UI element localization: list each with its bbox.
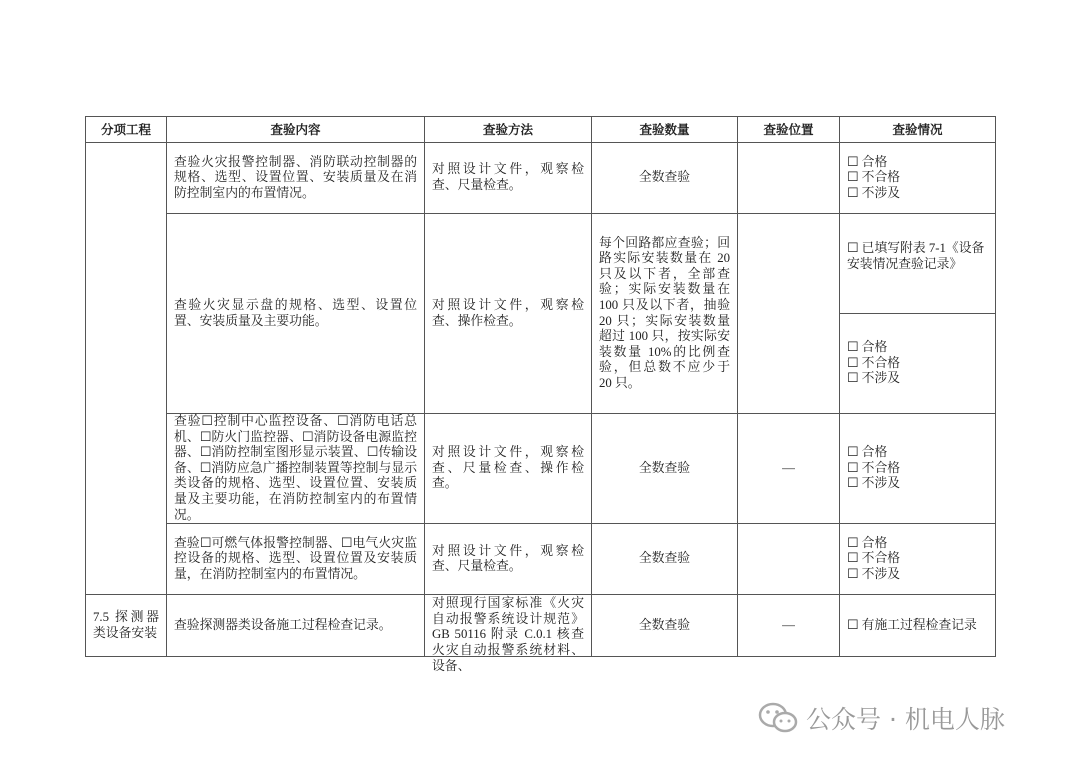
header-row <box>86 117 996 143</box>
result-cell <box>840 595 996 657</box>
position-cell <box>738 214 840 414</box>
checkbox-fail[interactable]: ☐ 不合格 <box>847 551 901 566</box>
result-cell <box>840 143 996 214</box>
header-method: 查验方法 <box>425 117 592 143</box>
quantity-cell: 全数查验 <box>592 595 738 657</box>
position-cell <box>738 524 840 595</box>
header-result: 查验情况 <box>840 117 996 143</box>
checkbox-pass[interactable]: ☐ 合格 <box>847 445 888 460</box>
checkbox-fail[interactable]: ☐ 不合格 <box>847 170 901 185</box>
table-row <box>86 595 996 657</box>
method-cell: 对照设计文件，观察检查、尺量检查。 <box>425 524 592 595</box>
checkbox-pass[interactable]: ☐ 合格 <box>847 154 888 169</box>
header-content: 查验内容 <box>167 117 425 143</box>
method-text: 对照现行国家标准《火灾自动报警系统设计规范》GB 50116 附录 C.0.1 核查火灾自动报警系统材料、设备、 <box>432 596 584 673</box>
watermark-text: 公众号 · 机电人脉 <box>806 705 1005 734</box>
content-cell: 查验探测器类设备施工过程检查记录。 <box>167 595 425 657</box>
table-row <box>86 143 996 214</box>
content-cell: 查验火灾显示盘的规格、选型、设置位置、安装质量及主要功能。 <box>167 214 425 414</box>
result-cell <box>840 314 996 414</box>
header-section: 分项工程 <box>86 117 167 143</box>
checkbox-na[interactable]: ☐ 不涉及 <box>847 185 901 200</box>
content-cell: 查验☐可燃气体报警控制器、☐电气火灾监控设备的规格、选型、设置位置及安装质量，在消防控制室内的布置情况。 <box>167 524 425 595</box>
position-cell <box>738 143 840 214</box>
checkbox-pass[interactable]: ☐ 合格 <box>847 535 888 550</box>
method-cell: 对照设计文件，观察检查、操作检查。 <box>425 214 592 414</box>
checkbox-fail[interactable]: ☐ 不合格 <box>847 460 901 475</box>
section-cell <box>86 143 167 595</box>
position-cell: — <box>738 414 840 524</box>
section-cell: 7.5 探测器类设备安装 <box>86 595 167 657</box>
checkbox-na[interactable]: ☐ 不涉及 <box>847 371 901 386</box>
header-position: 查验位置 <box>738 117 840 143</box>
method-cell <box>425 595 592 673</box>
quantity-cell: 每个回路都应查验；回路实际安装数量在 20 只及以下者，全部查验；实际安装数量在 100 只及以下者，抽验 20 只；实际安装数量超过 100 只，按实际安装数量 10%的比例查验，但总数不应少于 20 只。 <box>592 214 738 414</box>
checkbox-has-record[interactable]: ☐ 有施工过程检查记录 <box>847 617 977 632</box>
checkbox-pass[interactable]: ☐ 合格 <box>847 340 888 355</box>
result-record-cell <box>840 214 996 314</box>
content-cell: 查验火灾报警控制器、消防联动控制器的规格、选型、设置位置、安装质量及在消防控制室内的布置情况。 <box>167 143 425 214</box>
position-cell: — <box>738 595 840 657</box>
method-cell: 对照设计文件，观察检查、尺量检查。 <box>425 143 592 214</box>
method-cell: 对照设计文件，观察检查、尺量检查、操作检查。 <box>425 414 592 524</box>
result-cell <box>840 414 996 524</box>
inspection-table <box>85 116 996 673</box>
header-quantity: 查验数量 <box>592 117 738 143</box>
result-cell <box>840 524 996 595</box>
table-row <box>86 414 996 524</box>
quantity-cell: 全数查验 <box>592 524 738 595</box>
wechat-icon <box>758 701 798 735</box>
table-row <box>86 524 996 595</box>
quantity-cell: 全数查验 <box>592 414 738 524</box>
content-cell: 查验☐控制中心监控设备、☐消防电话总机、☐防火门监控器、☐消防设备电源监控器、☐消防控制室图形显示装置、☐传输设备、☐消防应急广播控制装置等控制与显示类设备的规格、选型、设置位置、安装质量及主要功能，在消防控制室内的布置情况。 <box>167 414 425 524</box>
quantity-cell: 全数查验 <box>592 143 738 214</box>
checkbox-na[interactable]: ☐ 不涉及 <box>847 476 901 491</box>
checkbox-na[interactable]: ☐ 不涉及 <box>847 566 901 581</box>
table-row <box>86 214 996 314</box>
watermark <box>758 700 1005 736</box>
checkbox-record-filled[interactable]: ☐ 已填写附表 7-1《设备安装情况查验记录》 <box>847 240 985 271</box>
checkbox-fail[interactable]: ☐ 不合格 <box>847 355 901 370</box>
